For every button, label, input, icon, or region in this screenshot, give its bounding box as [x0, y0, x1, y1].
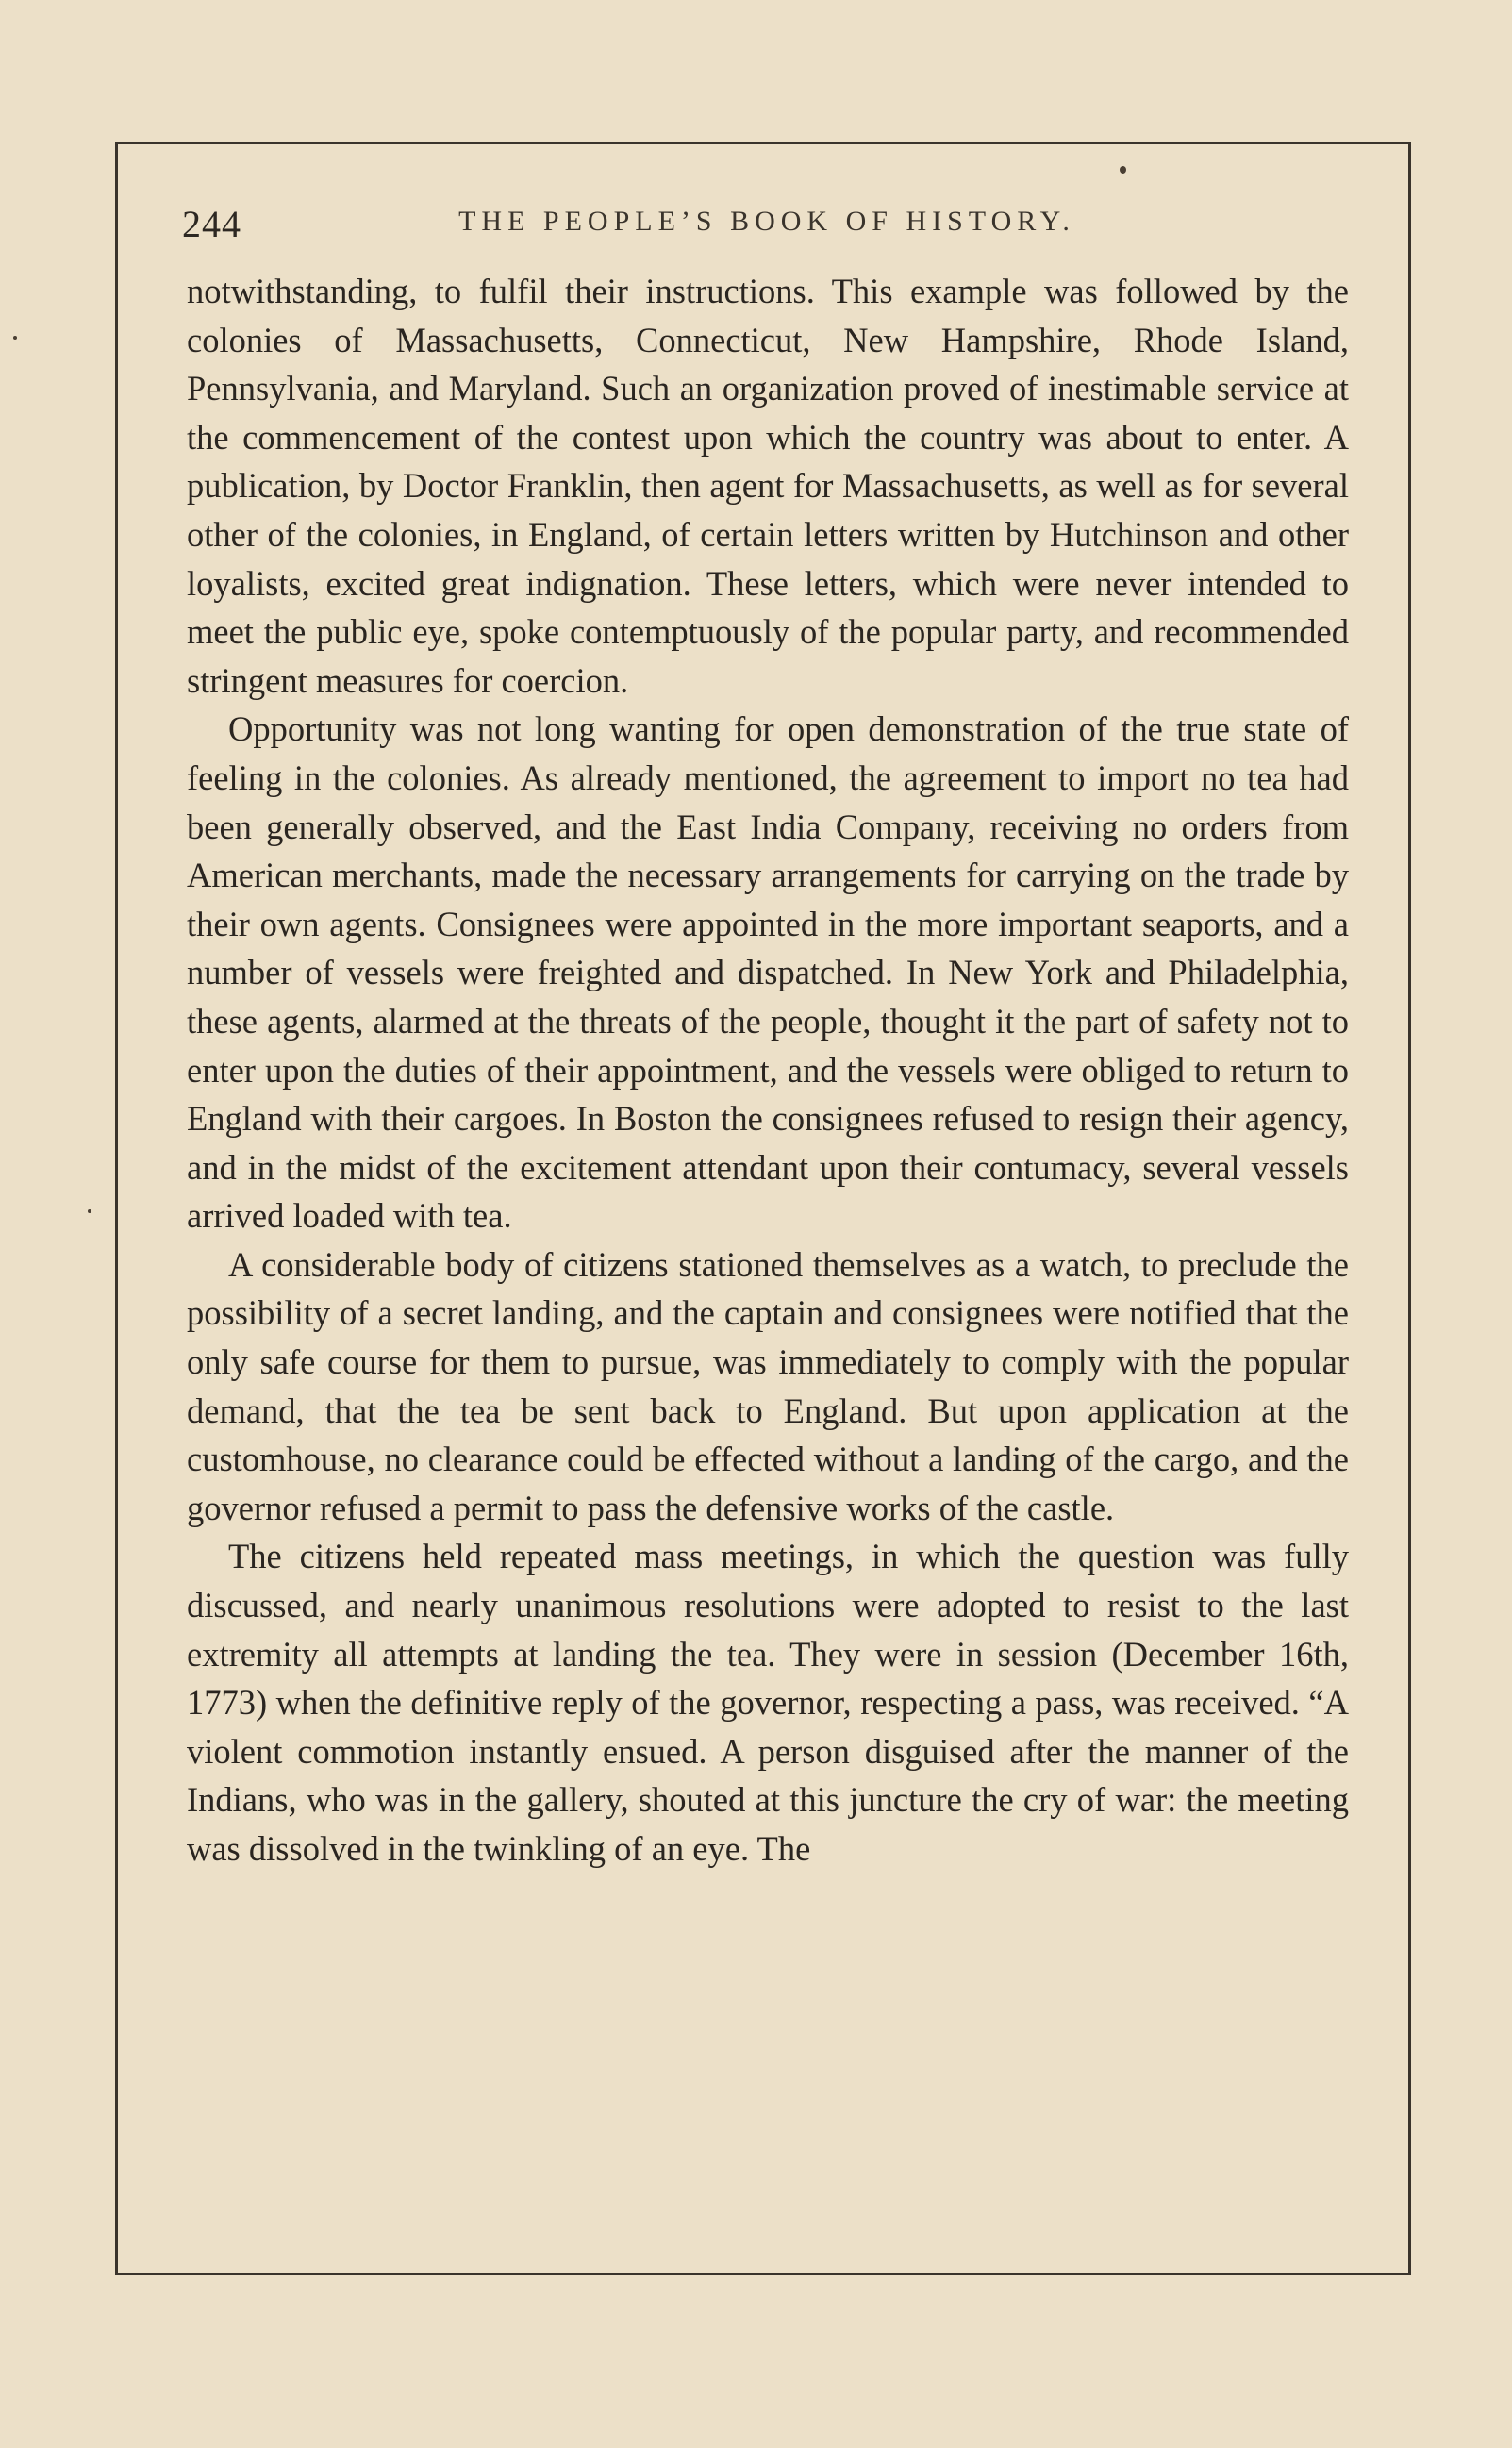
paragraph-2: Opportunity was not long wanting for open demonstration of the true state of feeling in the colonies. As already mentioned, the agreement to import no tea had been generally observed, and the East India Company, receiving no orders from American merchants, made the necessary arrangements for carrying on the trade by their own agents. Consignees were appointed in the more important seaports, and a number of vessels were freighted and dispatched. In New York and Philadelphia, these agents, alarmed at the threats of the people, thought it the part of safety not to enter upon the duties of their appointment, and the vessels were obliged to return to England with their cargoes. In Boston the consignees refused to resign their agency, and in the midst of the excitement attendant upon their contumacy, several vessels arrived loaded with tea. — [187, 709, 1349, 1236]
margin-mark — [13, 336, 17, 340]
margin-mark — [88, 1209, 91, 1213]
page-number: 244 — [182, 203, 241, 245]
running-title: THE PEOPLE’S BOOK OF HISTORY. — [458, 206, 1075, 237]
ink-speck — [1120, 166, 1126, 174]
paragraph-3: A considerable body of citizens stationed themselves as a watch, to preclude the possibility of a secret landing, and the captain and consignees were notified that the only safe course for them to pursue, was immediately to comply with the popular demand, that the tea be sent back to England. But upon application at the customhouse, no clearance could be effected without a landing of the cargo, and the governor refused a permit to pass the defensive works of the castle. — [187, 1244, 1349, 1527]
paragraph-4: The citizens held repeated mass meetings, in which the question was fully discussed, and nearly unanimous resolutions were adopted to resist to the last extremity all attempts at landing the tea. They were in session (December 16th, 1773) when the definitive reply of the governor, respecting a pass, was received. “A violent commotion instantly ensued. A person disguised after the manner of the Indians, who was in the gallery, shouted at this juncture the cry of war: the meeting was dissolved in the twinkling of an eye. The — [187, 1537, 1349, 1868]
paragraph-1: notwithstanding, to fulfil their instructions. This example was followed by the colonies of Massachusetts, Connecticut, New Hampshire, Rhode Island, Pennsylvania, and Maryland. Such an organization proved of inestimable service at the commencement of the contest upon which the country was about to enter. A publication, by Doctor Franklin, then agent for Massachusetts, as well as for several other of the colonies, in England, of certain letters written by Hutchinson and other loyalists, excited great indignation. These letters, which were never intended to meet the public eye, spoke contemptuously of the popular party, and recommended stringent measures for coercion. — [187, 272, 1349, 700]
body-text — [187, 267, 1349, 1873]
page-header — [182, 189, 1352, 245]
